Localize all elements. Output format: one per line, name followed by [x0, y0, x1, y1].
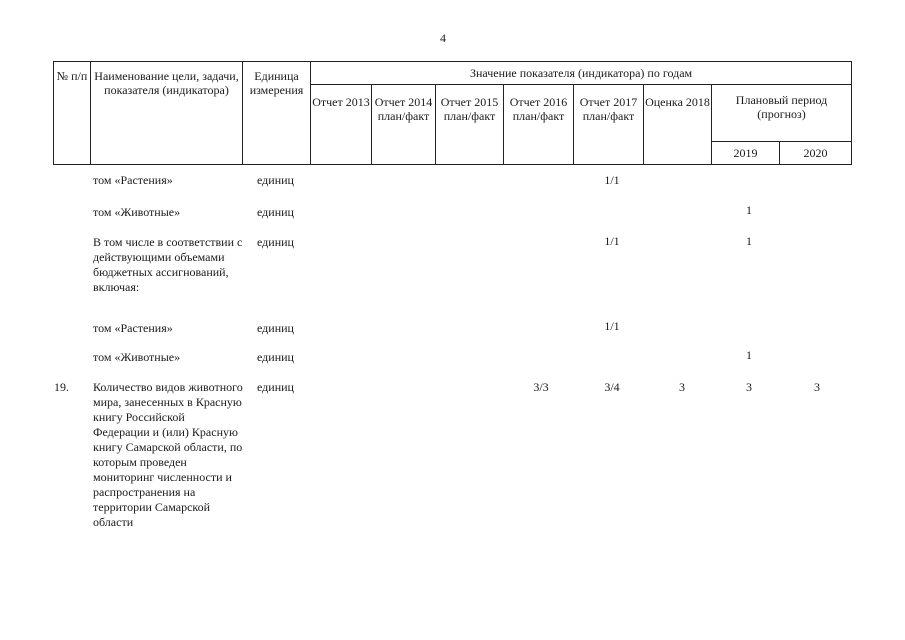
- year-label: Отчет 2016: [509, 95, 568, 109]
- row-unit: единиц: [257, 205, 294, 219]
- value-2017: 1/1: [604, 234, 620, 248]
- row-name: том «Животные»: [93, 205, 181, 219]
- value-2020: 3: [814, 380, 820, 394]
- year-label: Оценка 2018: [645, 95, 710, 109]
- header-plan-year-2019: 2019: [712, 142, 780, 165]
- year-label: Отчет 2013: [312, 95, 370, 109]
- value-2018: 3: [679, 380, 685, 394]
- value-2017: 1/1: [604, 173, 620, 187]
- row-name: В том числе в соответствии с действующими объемами бюджетных ассигнований, включая:: [93, 235, 243, 294]
- header-values-group: Значение показателя (индикатора) по годам: [311, 62, 852, 85]
- value-2019: 3: [746, 380, 752, 394]
- header-plan-year-2020: 2020: [780, 142, 852, 165]
- row-name: Количество видов животного мира, занесенных в Красную книгу Российской Федерации и (или) Красную книгу Самарской области, по которым проведен мониторинг численности и распространения на территории Самарской области: [93, 380, 243, 529]
- row-unit: единиц: [257, 173, 294, 187]
- header-num: № п/п: [56, 69, 88, 83]
- header-name: Наименование цели, задачи, показателя (индикатора): [94, 69, 239, 98]
- year-sub: план/факт: [582, 109, 635, 124]
- year-label: Отчет 2017: [579, 95, 638, 109]
- row-name: том «Растения»: [93, 173, 173, 187]
- value-2019: 1: [746, 348, 752, 362]
- value-2019: 1: [746, 203, 752, 217]
- value-2017: 1/1: [604, 319, 620, 333]
- row-name: том «Растения»: [93, 321, 173, 335]
- header-unit: Единица измерения: [249, 69, 304, 98]
- row-name: том «Животные»: [93, 350, 181, 364]
- header-plan-period: Плановый период (прогноз): [712, 85, 852, 142]
- year-label: Отчет 2015: [440, 95, 499, 109]
- row-unit: единиц: [257, 235, 294, 249]
- year-sub: план/факт: [443, 109, 496, 124]
- value-2019: 1: [746, 234, 752, 248]
- year-sub: план/факт: [512, 109, 565, 124]
- value-2017: 3/4: [604, 380, 620, 394]
- row-unit: единиц: [257, 321, 294, 335]
- row-num: 19.: [54, 380, 69, 394]
- year-label: Отчет 2014: [374, 95, 433, 109]
- page-number: 4: [440, 31, 446, 45]
- row-unit: единиц: [257, 380, 294, 394]
- value-2016: 3/3: [533, 380, 549, 394]
- year-sub: план/факт: [377, 109, 430, 124]
- row-unit: единиц: [257, 350, 294, 364]
